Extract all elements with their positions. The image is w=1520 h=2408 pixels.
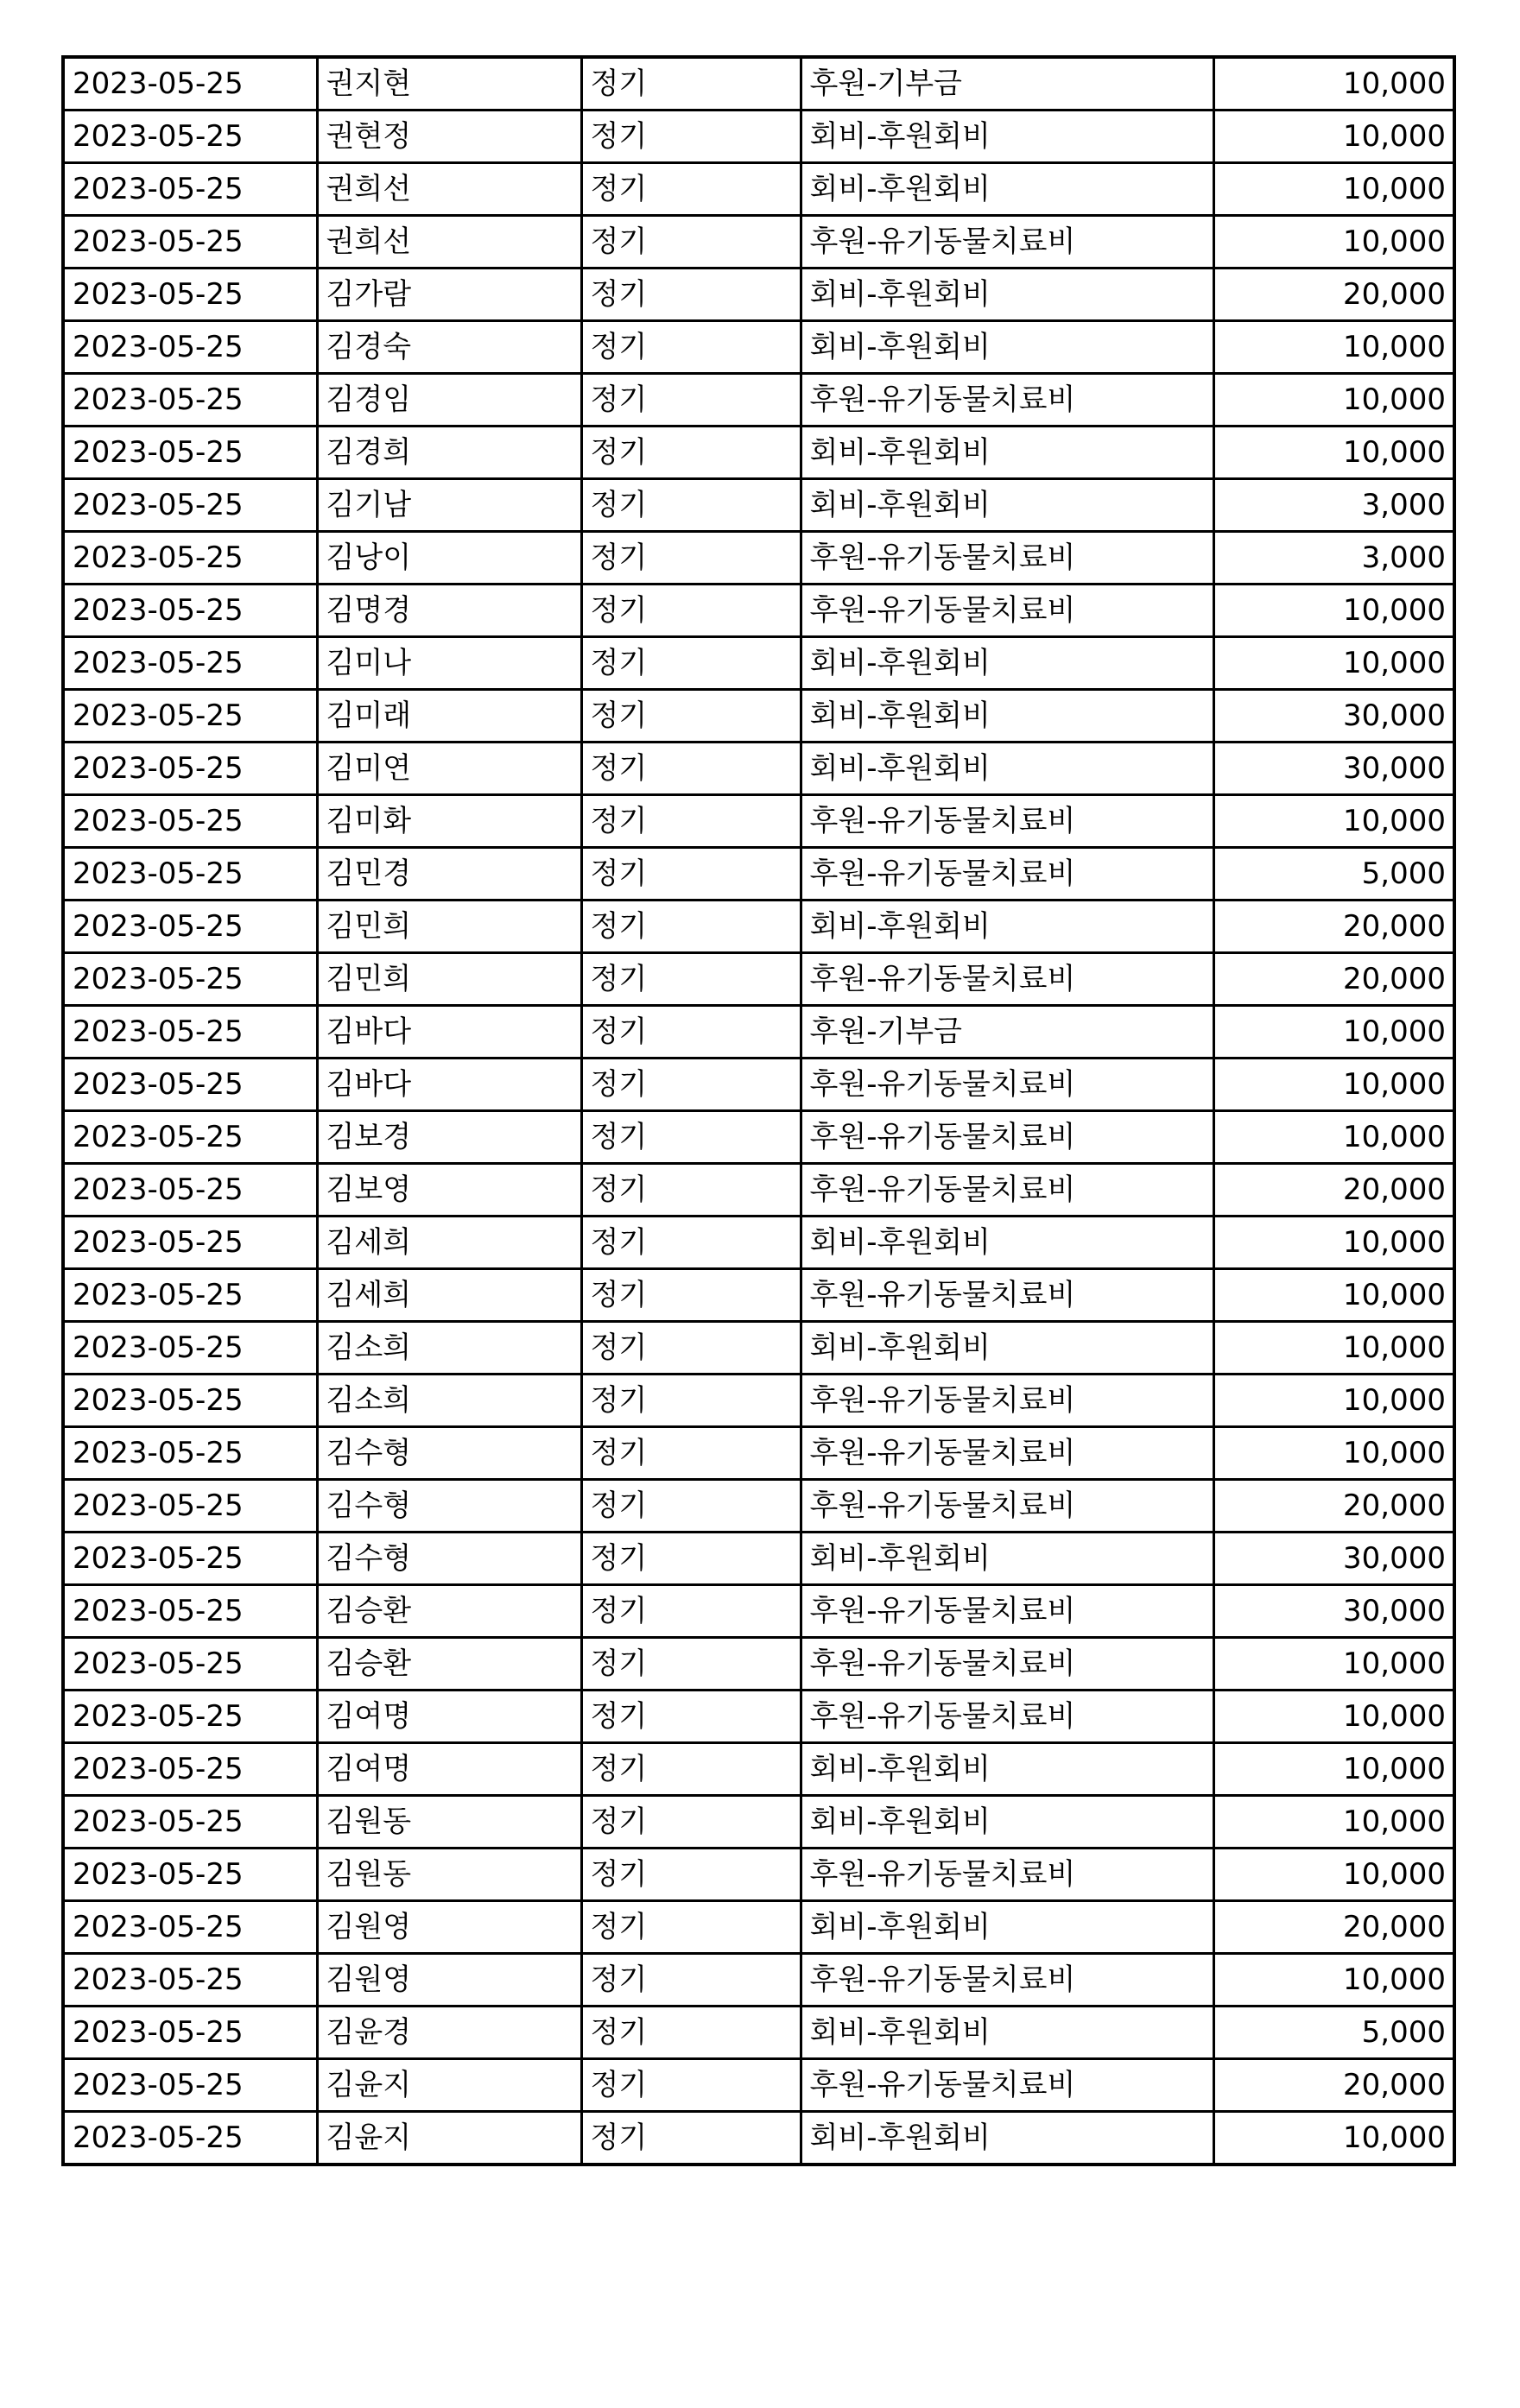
table-row (63, 1480, 1454, 1533)
donation-type-cell: 정기 (581, 743, 801, 795)
amount-cell: 20,000 (1213, 269, 1454, 321)
donation-type-cell: 정기 (581, 1322, 801, 1375)
donation-type-cell: 정기 (581, 848, 801, 901)
donor-name-cell: 김미연 (317, 743, 581, 795)
ledger-body (63, 57, 1454, 2165)
amount-cell: 10,000 (1213, 637, 1454, 690)
donor-name-cell: 김윤지 (317, 2059, 581, 2112)
donor-name-cell: 김낭이 (317, 532, 581, 585)
category-cell: 후원-유기동물치료비 (801, 1111, 1213, 1164)
table-row (63, 1322, 1454, 1375)
donation-type-cell: 정기 (581, 1217, 801, 1269)
date-cell: 2023-05-25 (63, 1796, 317, 1849)
donation-ledger-table (61, 55, 1456, 2166)
donation-type-cell: 정기 (581, 1533, 801, 1585)
category-cell: 후원-기부금 (801, 57, 1213, 111)
date-cell: 2023-05-25 (63, 321, 317, 374)
date-cell: 2023-05-25 (63, 1849, 317, 1901)
donation-type-cell: 정기 (581, 795, 801, 848)
category-cell: 후원-유기동물치료비 (801, 216, 1213, 269)
donor-name-cell: 김윤지 (317, 2112, 581, 2165)
donor-name-cell: 김보경 (317, 1111, 581, 1164)
category-cell: 회비-후원회비 (801, 1901, 1213, 1954)
amount-cell: 30,000 (1213, 690, 1454, 743)
date-cell: 2023-05-25 (63, 2007, 317, 2059)
donation-type-cell: 정기 (581, 2007, 801, 2059)
table-row (63, 690, 1454, 743)
table-row (63, 1533, 1454, 1585)
table-row (63, 2007, 1454, 2059)
donor-name-cell: 김명경 (317, 585, 581, 637)
table-row (63, 2059, 1454, 2112)
table-row (63, 427, 1454, 479)
amount-cell: 10,000 (1213, 1743, 1454, 1796)
date-cell: 2023-05-25 (63, 1217, 317, 1269)
donor-name-cell: 김수형 (317, 1533, 581, 1585)
date-cell: 2023-05-25 (63, 1638, 317, 1691)
amount-cell: 20,000 (1213, 1480, 1454, 1533)
table-row (63, 953, 1454, 1006)
donation-type-cell: 정기 (581, 321, 801, 374)
table-row (63, 901, 1454, 953)
category-cell: 후원-유기동물치료비 (801, 585, 1213, 637)
amount-cell: 10,000 (1213, 1638, 1454, 1691)
amount-cell: 20,000 (1213, 1901, 1454, 1954)
category-cell: 회비-후원회비 (801, 1743, 1213, 1796)
donor-name-cell: 김승환 (317, 1638, 581, 1691)
date-cell: 2023-05-25 (63, 1954, 317, 2007)
donation-type-cell: 정기 (581, 953, 801, 1006)
table-row (63, 216, 1454, 269)
table-row (63, 111, 1454, 163)
table-row (63, 2112, 1454, 2165)
date-cell: 2023-05-25 (63, 953, 317, 1006)
amount-cell: 30,000 (1213, 1533, 1454, 1585)
donor-name-cell: 권지현 (317, 57, 581, 111)
amount-cell: 10,000 (1213, 1796, 1454, 1849)
table-row (63, 1638, 1454, 1691)
donation-type-cell: 정기 (581, 1638, 801, 1691)
table-row (63, 1164, 1454, 1217)
category-cell: 회비-후원회비 (801, 1217, 1213, 1269)
donation-type-cell: 정기 (581, 1059, 801, 1111)
date-cell: 2023-05-25 (63, 637, 317, 690)
date-cell: 2023-05-25 (63, 1164, 317, 1217)
date-cell: 2023-05-25 (63, 427, 317, 479)
date-cell: 2023-05-25 (63, 743, 317, 795)
table-row (63, 637, 1454, 690)
amount-cell: 10,000 (1213, 2112, 1454, 2165)
amount-cell: 3,000 (1213, 479, 1454, 532)
donation-type-cell: 정기 (581, 1849, 801, 1901)
amount-cell: 20,000 (1213, 2059, 1454, 2112)
donation-type-cell: 정기 (581, 427, 801, 479)
table-row (63, 479, 1454, 532)
donation-type-cell: 정기 (581, 2112, 801, 2165)
category-cell: 회비-후원회비 (801, 2112, 1213, 2165)
date-cell: 2023-05-25 (63, 1533, 317, 1585)
date-cell: 2023-05-25 (63, 795, 317, 848)
date-cell: 2023-05-25 (63, 1269, 317, 1322)
category-cell: 후원-유기동물치료비 (801, 1427, 1213, 1480)
table-row (63, 321, 1454, 374)
donor-name-cell: 김소희 (317, 1375, 581, 1427)
amount-cell: 20,000 (1213, 953, 1454, 1006)
donation-type-cell: 정기 (581, 1111, 801, 1164)
donation-type-cell: 정기 (581, 374, 801, 427)
category-cell: 후원-유기동물치료비 (801, 1375, 1213, 1427)
table-row (63, 1427, 1454, 1480)
category-cell: 후원-기부금 (801, 1006, 1213, 1059)
donor-name-cell: 김가람 (317, 269, 581, 321)
amount-cell: 10,000 (1213, 57, 1454, 111)
date-cell: 2023-05-25 (63, 1480, 317, 1533)
category-cell: 회비-후원회비 (801, 1533, 1213, 1585)
category-cell: 회비-후원회비 (801, 901, 1213, 953)
amount-cell: 10,000 (1213, 1111, 1454, 1164)
donor-name-cell: 권희선 (317, 216, 581, 269)
date-cell: 2023-05-25 (63, 1691, 317, 1743)
table-row (63, 1691, 1454, 1743)
amount-cell: 10,000 (1213, 585, 1454, 637)
amount-cell: 5,000 (1213, 2007, 1454, 2059)
table-row (63, 532, 1454, 585)
table-row (63, 1849, 1454, 1901)
donor-name-cell: 김바다 (317, 1059, 581, 1111)
category-cell: 회비-후원회비 (801, 479, 1213, 532)
category-cell: 후원-유기동물치료비 (801, 953, 1213, 1006)
amount-cell: 10,000 (1213, 1849, 1454, 1901)
donation-type-cell: 정기 (581, 532, 801, 585)
donor-name-cell: 김세희 (317, 1269, 581, 1322)
donation-type-cell: 정기 (581, 1375, 801, 1427)
amount-cell: 10,000 (1213, 1691, 1454, 1743)
table-row (63, 1269, 1454, 1322)
category-cell: 후원-유기동물치료비 (801, 1585, 1213, 1638)
category-cell: 회비-후원회비 (801, 1322, 1213, 1375)
donor-name-cell: 권희선 (317, 163, 581, 216)
amount-cell: 30,000 (1213, 743, 1454, 795)
donor-name-cell: 김수형 (317, 1480, 581, 1533)
donation-type-cell: 정기 (581, 1269, 801, 1322)
table-row (63, 795, 1454, 848)
amount-cell: 10,000 (1213, 1006, 1454, 1059)
donor-name-cell: 김민희 (317, 953, 581, 1006)
category-cell: 후원-유기동물치료비 (801, 1059, 1213, 1111)
category-cell: 회비-후원회비 (801, 2007, 1213, 2059)
table-row (63, 743, 1454, 795)
amount-cell: 30,000 (1213, 1585, 1454, 1638)
table-row (63, 57, 1454, 111)
table-row (63, 848, 1454, 901)
donor-name-cell: 김미화 (317, 795, 581, 848)
donor-name-cell: 김보영 (317, 1164, 581, 1217)
donation-type-cell: 정기 (581, 2059, 801, 2112)
donor-name-cell: 김경숙 (317, 321, 581, 374)
date-cell: 2023-05-25 (63, 690, 317, 743)
date-cell: 2023-05-25 (63, 1427, 317, 1480)
date-cell: 2023-05-25 (63, 216, 317, 269)
donor-name-cell: 김경희 (317, 427, 581, 479)
amount-cell: 10,000 (1213, 321, 1454, 374)
donation-type-cell: 정기 (581, 216, 801, 269)
date-cell: 2023-05-25 (63, 1901, 317, 1954)
category-cell: 회비-후원회비 (801, 321, 1213, 374)
amount-cell: 20,000 (1213, 1164, 1454, 1217)
date-cell: 2023-05-25 (63, 2112, 317, 2165)
category-cell: 후원-유기동물치료비 (801, 848, 1213, 901)
donation-type-cell: 정기 (581, 585, 801, 637)
table-row (63, 585, 1454, 637)
date-cell: 2023-05-25 (63, 374, 317, 427)
donor-name-cell: 김여명 (317, 1691, 581, 1743)
category-cell: 회비-후원회비 (801, 1796, 1213, 1849)
donation-type-cell: 정기 (581, 1796, 801, 1849)
donor-name-cell: 김원영 (317, 1954, 581, 2007)
category-cell: 후원-유기동물치료비 (801, 1480, 1213, 1533)
table-row (63, 1375, 1454, 1427)
date-cell: 2023-05-25 (63, 1322, 317, 1375)
donation-type-cell: 정기 (581, 690, 801, 743)
category-cell: 후원-유기동물치료비 (801, 1849, 1213, 1901)
category-cell: 회비-후원회비 (801, 637, 1213, 690)
donor-name-cell: 김민희 (317, 901, 581, 953)
amount-cell: 10,000 (1213, 1059, 1454, 1111)
table-row (63, 1901, 1454, 1954)
date-cell: 2023-05-25 (63, 111, 317, 163)
category-cell: 후원-유기동물치료비 (801, 1691, 1213, 1743)
category-cell: 후원-유기동물치료비 (801, 2059, 1213, 2112)
donor-name-cell: 김수형 (317, 1427, 581, 1480)
donation-type-cell: 정기 (581, 479, 801, 532)
date-cell: 2023-05-25 (63, 57, 317, 111)
date-cell: 2023-05-25 (63, 1743, 317, 1796)
date-cell: 2023-05-25 (63, 532, 317, 585)
category-cell: 후원-유기동물치료비 (801, 1269, 1213, 1322)
table-row (63, 374, 1454, 427)
donor-name-cell: 김윤경 (317, 2007, 581, 2059)
donation-type-cell: 정기 (581, 1006, 801, 1059)
date-cell: 2023-05-25 (63, 585, 317, 637)
amount-cell: 10,000 (1213, 1269, 1454, 1322)
donation-type-cell: 정기 (581, 1427, 801, 1480)
table-row (63, 1743, 1454, 1796)
donation-type-cell: 정기 (581, 1954, 801, 2007)
table-row (63, 1006, 1454, 1059)
category-cell: 회비-후원회비 (801, 163, 1213, 216)
category-cell: 후원-유기동물치료비 (801, 795, 1213, 848)
table-row (63, 1059, 1454, 1111)
date-cell: 2023-05-25 (63, 1059, 317, 1111)
donation-type-cell: 정기 (581, 901, 801, 953)
date-cell: 2023-05-25 (63, 1585, 317, 1638)
donation-type-cell: 정기 (581, 1691, 801, 1743)
donation-type-cell: 정기 (581, 1164, 801, 1217)
donation-type-cell: 정기 (581, 1901, 801, 1954)
amount-cell: 10,000 (1213, 111, 1454, 163)
category-cell: 회비-후원회비 (801, 269, 1213, 321)
amount-cell: 20,000 (1213, 901, 1454, 953)
date-cell: 2023-05-25 (63, 2059, 317, 2112)
date-cell: 2023-05-25 (63, 1111, 317, 1164)
table-row (63, 1954, 1454, 2007)
donor-name-cell: 김승환 (317, 1585, 581, 1638)
amount-cell: 10,000 (1213, 1954, 1454, 2007)
amount-cell: 10,000 (1213, 1427, 1454, 1480)
date-cell: 2023-05-25 (63, 269, 317, 321)
donor-name-cell: 김바다 (317, 1006, 581, 1059)
table-row (63, 1217, 1454, 1269)
amount-cell: 10,000 (1213, 427, 1454, 479)
date-cell: 2023-05-25 (63, 1006, 317, 1059)
donation-type-cell: 정기 (581, 1585, 801, 1638)
donor-name-cell: 김경임 (317, 374, 581, 427)
table-row (63, 269, 1454, 321)
donation-type-cell: 정기 (581, 111, 801, 163)
date-cell: 2023-05-25 (63, 901, 317, 953)
donation-type-cell: 정기 (581, 1480, 801, 1533)
donor-name-cell: 김원동 (317, 1796, 581, 1849)
donation-type-cell: 정기 (581, 163, 801, 216)
category-cell: 회비-후원회비 (801, 427, 1213, 479)
category-cell: 후원-유기동물치료비 (801, 374, 1213, 427)
category-cell: 회비-후원회비 (801, 690, 1213, 743)
amount-cell: 10,000 (1213, 1217, 1454, 1269)
amount-cell: 10,000 (1213, 216, 1454, 269)
donor-name-cell: 김미래 (317, 690, 581, 743)
table-row (63, 163, 1454, 216)
date-cell: 2023-05-25 (63, 479, 317, 532)
category-cell: 후원-유기동물치료비 (801, 1638, 1213, 1691)
date-cell: 2023-05-25 (63, 848, 317, 901)
date-cell: 2023-05-25 (63, 1375, 317, 1427)
donor-name-cell: 김미나 (317, 637, 581, 690)
category-cell: 후원-유기동물치료비 (801, 1954, 1213, 2007)
category-cell: 후원-유기동물치료비 (801, 532, 1213, 585)
donation-type-cell: 정기 (581, 57, 801, 111)
amount-cell: 3,000 (1213, 532, 1454, 585)
amount-cell: 5,000 (1213, 848, 1454, 901)
amount-cell: 10,000 (1213, 1375, 1454, 1427)
table-row (63, 1111, 1454, 1164)
donor-name-cell: 김여명 (317, 1743, 581, 1796)
amount-cell: 10,000 (1213, 1322, 1454, 1375)
donation-type-cell: 정기 (581, 1743, 801, 1796)
donor-name-cell: 권현정 (317, 111, 581, 163)
amount-cell: 10,000 (1213, 163, 1454, 216)
amount-cell: 10,000 (1213, 795, 1454, 848)
donor-name-cell: 김민경 (317, 848, 581, 901)
category-cell: 회비-후원회비 (801, 743, 1213, 795)
table-row (63, 1796, 1454, 1849)
category-cell: 후원-유기동물치료비 (801, 1164, 1213, 1217)
date-cell: 2023-05-25 (63, 163, 317, 216)
donor-name-cell: 김소희 (317, 1322, 581, 1375)
donor-name-cell: 김기남 (317, 479, 581, 532)
donation-type-cell: 정기 (581, 637, 801, 690)
donor-name-cell: 김원영 (317, 1901, 581, 1954)
donor-name-cell: 김원동 (317, 1849, 581, 1901)
amount-cell: 10,000 (1213, 374, 1454, 427)
category-cell: 회비-후원회비 (801, 111, 1213, 163)
table-row (63, 1585, 1454, 1638)
donor-name-cell: 김세희 (317, 1217, 581, 1269)
donation-type-cell: 정기 (581, 269, 801, 321)
